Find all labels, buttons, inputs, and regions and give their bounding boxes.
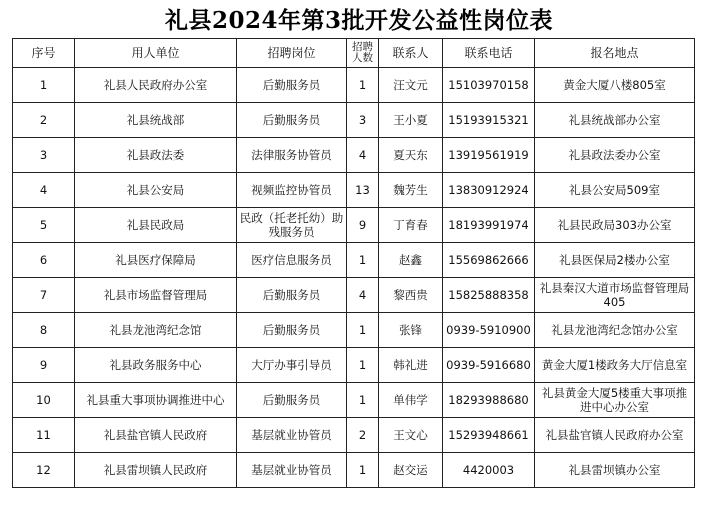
contact-person: 魏芳生 bbox=[379, 173, 443, 208]
employer-unit: 礼县龙池湾纪念馆 bbox=[75, 313, 237, 348]
contact-phone: 0939-5910900 bbox=[443, 313, 535, 348]
job-position: 视频监控协管员 bbox=[237, 173, 347, 208]
contact-person: 黎西贵 bbox=[379, 278, 443, 313]
job-position: 后勤服务员 bbox=[237, 103, 347, 138]
table-row bbox=[13, 383, 695, 418]
contact-phone: 18293988680 bbox=[443, 383, 535, 418]
hire-count: 1 bbox=[347, 348, 379, 383]
header-no: 序号 bbox=[13, 39, 75, 68]
table-row bbox=[13, 453, 695, 488]
registration-place: 礼县龙池湾纪念馆办公室 bbox=[535, 313, 695, 348]
contact-person: 王文心 bbox=[379, 418, 443, 453]
contact-phone: 18193991974 bbox=[443, 208, 535, 243]
hire-count: 4 bbox=[347, 278, 379, 313]
header-unit: 用人单位 bbox=[75, 39, 237, 68]
row-number: 3 bbox=[13, 138, 75, 173]
registration-place: 礼县盐官镇人民政府办公室 bbox=[535, 418, 695, 453]
table-row bbox=[13, 103, 695, 138]
header-row bbox=[13, 39, 695, 68]
hire-count: 1 bbox=[347, 243, 379, 278]
registration-place: 黄金大厦1楼政务大厅信息室 bbox=[535, 348, 695, 383]
contact-person: 韩礼进 bbox=[379, 348, 443, 383]
employer-unit: 礼县盐官镇人民政府 bbox=[75, 418, 237, 453]
table-row bbox=[13, 348, 695, 383]
contact-person: 张锋 bbox=[379, 313, 443, 348]
employer-unit: 礼县人民政府办公室 bbox=[75, 68, 237, 103]
row-number: 4 bbox=[13, 173, 75, 208]
row-number: 9 bbox=[13, 348, 75, 383]
table-row bbox=[13, 173, 695, 208]
employer-unit: 礼县公安局 bbox=[75, 173, 237, 208]
registration-place: 礼县公安局509室 bbox=[535, 173, 695, 208]
row-number: 8 bbox=[13, 313, 75, 348]
hire-count: 1 bbox=[347, 383, 379, 418]
row-number: 7 bbox=[13, 278, 75, 313]
hire-count: 2 bbox=[347, 418, 379, 453]
contact-phone: 15293948661 bbox=[443, 418, 535, 453]
job-position: 基层就业协管员 bbox=[237, 453, 347, 488]
employer-unit: 礼县重大事项协调推进中心 bbox=[75, 383, 237, 418]
hire-count: 1 bbox=[347, 453, 379, 488]
contact-person: 丁育春 bbox=[379, 208, 443, 243]
hire-count: 9 bbox=[347, 208, 379, 243]
table-row bbox=[13, 418, 695, 453]
registration-place: 黄金大厦八楼805室 bbox=[535, 68, 695, 103]
hire-count: 1 bbox=[347, 68, 379, 103]
table-row bbox=[13, 208, 695, 243]
contact-person: 赵交运 bbox=[379, 453, 443, 488]
employer-unit: 礼县政法委 bbox=[75, 138, 237, 173]
contact-person: 赵鑫 bbox=[379, 243, 443, 278]
row-number: 6 bbox=[13, 243, 75, 278]
job-position: 医疗信息服务员 bbox=[237, 243, 347, 278]
contact-phone: 13830912924 bbox=[443, 173, 535, 208]
page-title: 礼县2024年第3批开发公益性岗位表 bbox=[164, 7, 554, 34]
row-number: 12 bbox=[13, 453, 75, 488]
contact-phone: 15825888358 bbox=[443, 278, 535, 313]
job-position: 后勤服务员 bbox=[237, 68, 347, 103]
job-position: 基层就业协管员 bbox=[237, 418, 347, 453]
employer-unit: 礼县政务服务中心 bbox=[75, 348, 237, 383]
job-position: 法律服务协管员 bbox=[237, 138, 347, 173]
contact-phone: 15103970158 bbox=[443, 68, 535, 103]
contact-phone: 15193915321 bbox=[443, 103, 535, 138]
hire-count: 1 bbox=[347, 313, 379, 348]
header-count: 招聘人数 bbox=[347, 39, 379, 68]
header-place: 报名地点 bbox=[535, 39, 695, 68]
positions-table bbox=[12, 38, 695, 488]
job-position: 后勤服务员 bbox=[237, 313, 347, 348]
registration-place: 礼县民政局303办公室 bbox=[535, 208, 695, 243]
registration-place: 礼县政法委办公室 bbox=[535, 138, 695, 173]
contact-person: 夏天东 bbox=[379, 138, 443, 173]
contact-phone: 0939-5916680 bbox=[443, 348, 535, 383]
registration-place: 礼县雷坝镇办公室 bbox=[535, 453, 695, 488]
row-number: 5 bbox=[13, 208, 75, 243]
row-number: 2 bbox=[13, 103, 75, 138]
table-row bbox=[13, 68, 695, 103]
hire-count: 13 bbox=[347, 173, 379, 208]
employer-unit: 礼县雷坝镇人民政府 bbox=[75, 453, 237, 488]
employer-unit: 礼县医疗保障局 bbox=[75, 243, 237, 278]
registration-place: 礼县统战部办公室 bbox=[535, 103, 695, 138]
job-position: 后勤服务员 bbox=[237, 383, 347, 418]
contact-person: 王小夏 bbox=[379, 103, 443, 138]
contact-person: 单伟学 bbox=[379, 383, 443, 418]
header-contact: 联系人 bbox=[379, 39, 443, 68]
job-position: 后勤服务员 bbox=[237, 278, 347, 313]
registration-place: 礼县黄金大厦5楼重大事项推进中心办公室 bbox=[535, 383, 695, 418]
hire-count: 4 bbox=[347, 138, 379, 173]
contact-phone: 13919561919 bbox=[443, 138, 535, 173]
header-position: 招聘岗位 bbox=[237, 39, 347, 68]
header-phone: 联系电话 bbox=[443, 39, 535, 68]
row-number: 10 bbox=[13, 383, 75, 418]
row-number: 11 bbox=[13, 418, 75, 453]
employer-unit: 礼县统战部 bbox=[75, 103, 237, 138]
job-position: 大厅办事引导员 bbox=[237, 348, 347, 383]
contact-phone: 4420003 bbox=[443, 453, 535, 488]
hire-count: 3 bbox=[347, 103, 379, 138]
table-row bbox=[13, 278, 695, 313]
table-row bbox=[13, 138, 695, 173]
registration-place: 礼县医保局2楼办公室 bbox=[535, 243, 695, 278]
row-number: 1 bbox=[13, 68, 75, 103]
table-row bbox=[13, 313, 695, 348]
table-row bbox=[13, 243, 695, 278]
contact-phone: 15569862666 bbox=[443, 243, 535, 278]
registration-place: 礼县秦汉大道市场监督管理局405 bbox=[535, 278, 695, 313]
table-body bbox=[13, 68, 695, 488]
employer-unit: 礼县市场监督管理局 bbox=[75, 278, 237, 313]
contact-person: 汪文元 bbox=[379, 68, 443, 103]
employer-unit: 礼县民政局 bbox=[75, 208, 237, 243]
job-position: 民政（托老托幼）助残服务员 bbox=[237, 208, 347, 243]
